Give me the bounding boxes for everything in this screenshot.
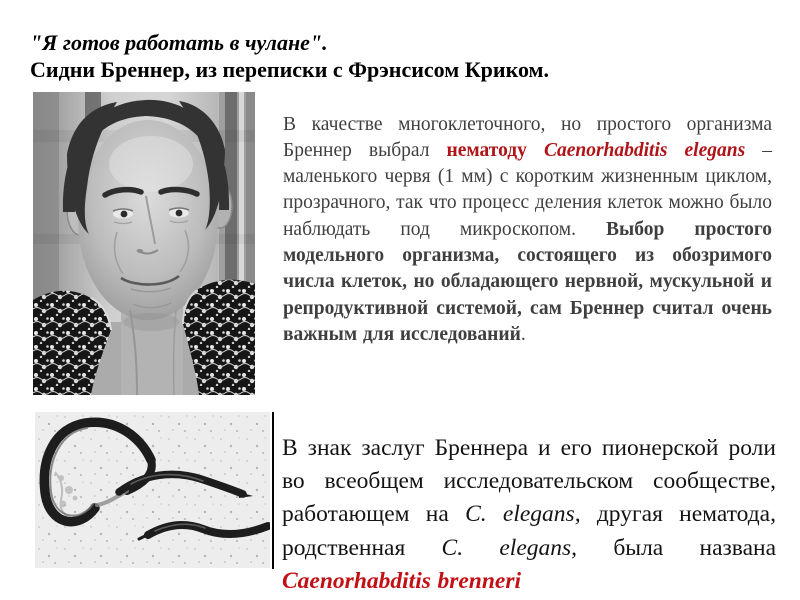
attribution-line: Сидни Бреннер, из переписки с Фрэнсисом Криком. [30,57,550,82]
portrait-illustration [33,92,255,395]
vertical-divider [272,412,274,569]
text-segment: была названа [577,534,777,561]
text-segment: – маленького червя (1 мм) с коротким жизненным циклом, прозрачного, так что процесс деления клеток можно было наблюдать под микроскопом. [283,139,772,240]
text-segment: Caenorhabditis brenneri [282,568,522,595]
text-segment: . [520,323,526,345]
legacy-paragraph [282,432,776,599]
text-segment: другая нематода, родственная [282,501,776,561]
text-segment: В знак заслуг Бреннера и его пионерской роли во всеобщем исследовательском сообществе, работающем на [282,434,776,528]
text-segment: C. elegans, [441,534,578,561]
text-segment: Caenorhabditis elegans [543,139,746,161]
worms-photo [35,412,270,568]
slide-header [30,29,770,83]
text-segment: C. elegans, [465,501,581,528]
text-segment: нематоду [446,139,544,161]
about-paragraph [283,112,772,349]
portrait-photo [33,92,255,395]
worms-illustration [35,412,270,568]
text-segment: В качестве многоклеточного, но простого организма Бреннер выбрал [283,113,772,161]
text-segment: Выбор простого модельного организма, состоящего из обозримого числа клеток, но обладающего нервной, мускульной и репродуктивной системой, сам Бреннер считал очень важным для исследований [283,218,773,345]
quote-line: "Я готов работать в чулане". [30,30,328,55]
